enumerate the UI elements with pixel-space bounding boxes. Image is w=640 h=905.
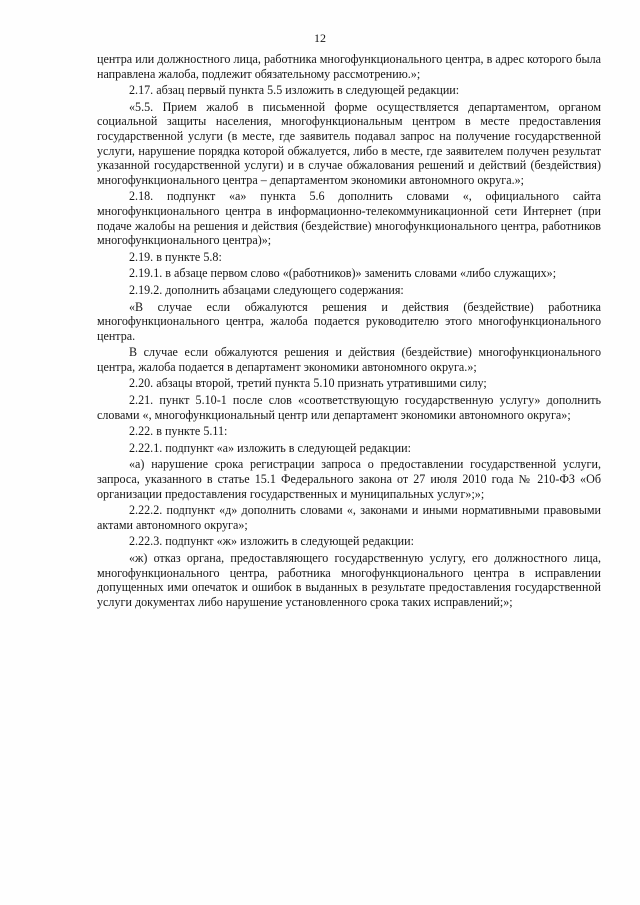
paragraph: 2.21. пункт 5.10-1 после слов «соответствующую государственную услугу» дополнить словами «, многофункциональный центр или департамент экономики автономного округа»; xyxy=(97,393,601,422)
paragraph: 2.22.2. подпункт «д» дополнить словами «, законами и иными нормативными правовыми актами автономного округа»; xyxy=(97,503,601,532)
paragraph: «В случае если обжалуются решения и действия (бездействие) работника многофункционального центра, жалоба подается руководителю этого многофункционального центра. xyxy=(97,299,601,343)
paragraph: 2.17. абзац первый пункта 5.5 изложить в следующей редакции: xyxy=(129,83,460,98)
paragraph: 2.22.1. подпункт «а» изложить в следующей редакции: xyxy=(129,440,411,455)
document-body xyxy=(97,52,601,611)
paragraph: «5.5. Прием жалоб в письменной форме осуществляется департаментом, органом социальной защиты населения, многофункциональным центром в месте предоставления государственной услуги (в месте, где заявитель подавал запрос на получение государственной услуги, нарушение порядка которой обжалуется, либо в месте, где заявителем получен результат указанной государственной услуги) и в случае обжалования решений и действий (бездействия) многофункционального центра – департаментом экономики автономного округа.»; xyxy=(97,99,601,187)
paragraph: 2.22. в пункте 5.11: xyxy=(129,424,228,439)
page-number: 12 xyxy=(314,31,326,45)
paragraph: 2.19. в пункте 5.8: xyxy=(129,249,222,264)
paragraph: 2.20. абзацы второй, третий пункта 5.10 признать утратившими силу; xyxy=(129,376,487,391)
paragraph: 2.19.1. в абзаце первом слово «(работников)» заменить словами «либо служащих»; xyxy=(129,266,557,281)
paragraph: 2.18. подпункт «а» пункта 5.6 дополнить словами «, официального сайта многофункционального центра в информационно-телекоммуникационной сети Интернет (при подаче жалобы на решения и действия (бездействие) многофункционального центра, работников многофункционального центра)»; xyxy=(97,189,601,248)
paragraph: В случае если обжалуются решения и действия (бездействие) многофункционального центра, жалоба подается в департамент экономики автономного округа.»; xyxy=(97,345,601,374)
paragraph: 2.22.3. подпункт «ж» изложить в следующей редакции: xyxy=(129,534,414,549)
paragraph: «а) нарушение срока регистрации запроса о предоставлении государственной услуги, запроса, указанного в статье 15.1 Федерального закона от 27 июля 2010 года № 210-ФЗ «Об организации предоставления государственных и муниципальных услуг»;»; xyxy=(97,457,601,501)
paragraph: центра или должностного лица, работника многофункционального центра, в адрес которого была направлена жалоба, подлежит обязательному рассмотрению.»; xyxy=(97,52,601,81)
paragraph: 2.19.2. дополнить абзацами следующего содержания: xyxy=(129,282,404,297)
paragraph: «ж) отказ органа, предоставляющего государственную услугу, его должностного лица, многофункционального центра, работника многофункционального центра в исправлении допущенных ими опечаток и ошибок в выданных в результате предоставления государственной услуги документах либо нарушение установленного срока таких исправлений;»; xyxy=(97,551,601,609)
